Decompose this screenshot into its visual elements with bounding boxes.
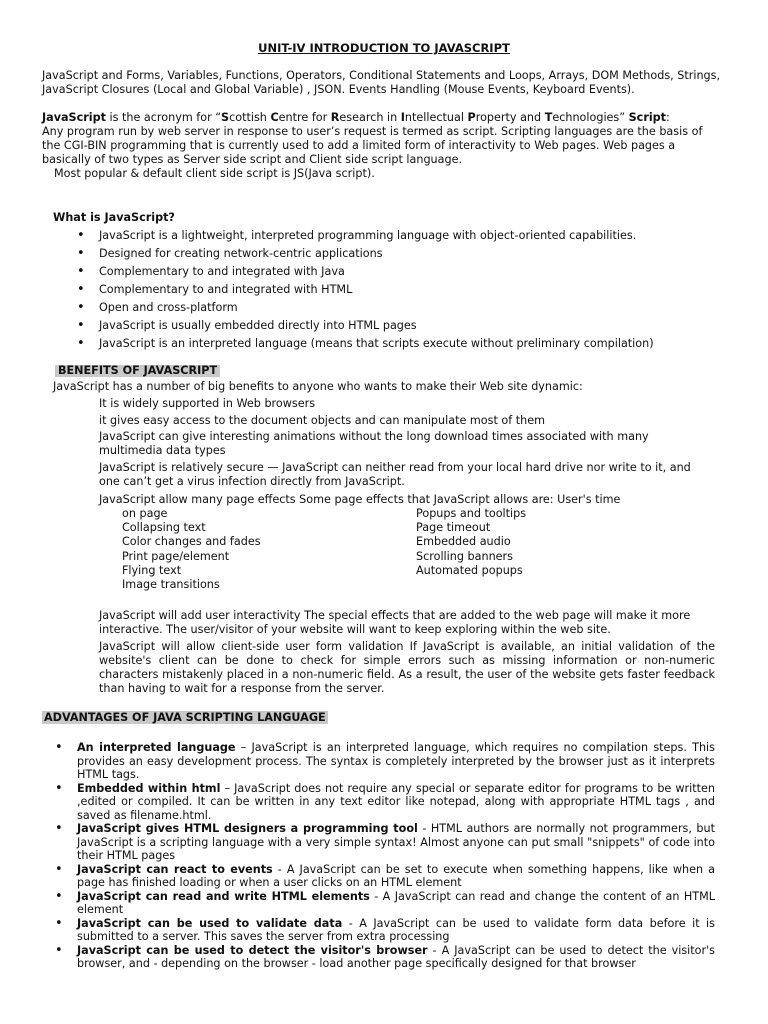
list-item [53, 822, 715, 863]
effect-item: Color changes and fades [122, 535, 261, 549]
acronym-letter: T [544, 111, 553, 124]
unit-topics: JavaScript and Forms, Variables, Functions, Operators, Conditional Statements and Loops, Arrays, DOM Methods, Strings, JavaScript Closures (Local and Global Variable) , JSON. Events Handling (Mouse Events, Keyboard Events). [42, 69, 721, 96]
acronym-close: ” [619, 111, 629, 124]
benefit-item: it gives easy access to the document objects and can manipulate most of them [99, 414, 546, 427]
benefit-item: JavaScript will allow client-side user form validation If JavaScript is available, an initial validation of the website's client can be done to check for simple errors such as missing information or non-numeric characters mistakenly placed in a non-numeric field. As a result, the user of the website gets faster feedback than having to wait for a response from the server. [99, 640, 715, 695]
what-is-list [75, 229, 715, 355]
effect-item: Automated popups [416, 563, 523, 577]
acronym-letter: I [400, 111, 405, 124]
effect-item: Embedded audio [416, 535, 511, 549]
effect-item: Flying text [122, 563, 182, 577]
page-title: UNIT-IV INTRODUCTION TO JAVASCRIPT [258, 41, 510, 55]
advantage-text: - A JavaScript can be used to detect the visitor's browser, and - depending on the browser - load another page specifically designed for that browser [77, 943, 715, 970]
advantages-heading: ADVANTAGES OF JAVA SCRIPTING LANGUAGE [44, 711, 326, 724]
list-item [53, 741, 715, 782]
acronym-letter: S [221, 111, 230, 124]
list-item: • JavaScript is usually embedded directly into HTML pages [75, 319, 715, 337]
benefits-heading: BENEFITS OF JAVASCRIPT [55, 365, 220, 377]
acronym-word: entre for [278, 111, 331, 124]
acronym-word: roperty and [475, 111, 545, 124]
acronym-letter: C [270, 111, 279, 124]
benefit-item: It is widely supported in Web browsers [99, 397, 316, 410]
advantage-text: - A JavaScript can be set to execute when something happens, like when a page has finished loading or when a user clicks on an HTML element [77, 862, 715, 889]
effect-item: Scrolling banners [416, 549, 513, 563]
benefit-item: JavaScript allow many page effects Some page effects that JavaScript allows are: User's time [99, 493, 621, 506]
advantage-text: – JavaScript does not require any special or separate editor for programs to be written ,edited or compiled. It can be written in any text editor like notepad, along with appropriate HTML tags , and saved as filename.html. [77, 781, 715, 822]
list-item: • Complementary to and integrated with Java [75, 265, 715, 283]
acronym-term: JavaScript [42, 111, 106, 124]
advantage-term: An interpreted language [77, 741, 236, 754]
effect-item: Image transitions [122, 578, 220, 592]
advantage-term: JavaScript can be used to detect the visitor's browser [77, 943, 428, 957]
effect-item: Print page/element [122, 549, 230, 563]
list-item: • Designed for creating network-centric applications [75, 247, 715, 265]
acronym-body: Any program run by web server in response to user’s request is termed as script. Scripting languages are the basis of the CGI-BIN programming that is currently used to add a limited form of interactivity to Web pages. Web pages a basically of two types as Server side script and Client side script language. [42, 125, 703, 166]
page-effects-right-column [416, 507, 526, 578]
list-item: • JavaScript is a lightweight, interpreted programming language with object-oriented capabilities. [75, 229, 715, 247]
acronym-word: esearch in [339, 111, 401, 124]
benefit-item: JavaScript is relatively secure — JavaScript can neither read from your local hard drive nor write to it, and one can’t get a virus infection directly from JavaScript. [99, 461, 691, 488]
acronym-word: echnologies [552, 111, 620, 124]
advantage-text: - A JavaScript can read and change the content of an HTML element [77, 889, 715, 916]
acronym-lead: is the acronym for “ [105, 111, 222, 124]
benefit-item: JavaScript will add user interactivity The special effects that are added to the web page will make it more interactive. The user/visitor of your website will want to keep exploring within the web site. [99, 609, 691, 636]
effect-item: Page timeout [416, 521, 491, 535]
what-is-heading: What is JavaScript? [53, 211, 175, 224]
advantage-term: JavaScript can react to events [77, 862, 273, 876]
popular-script-note: Most popular & default client side script is JS(Java script). [54, 167, 375, 180]
acronym-letter: P [467, 111, 476, 124]
list-item [53, 944, 715, 971]
list-item [53, 863, 715, 890]
advantage-text: – JavaScript is an interpreted language, which requires no compilation steps. This provides an easy development process. The syntax is completely interpreted by the browser just as it interprets HTML tags. [77, 741, 715, 781]
page-effects-left-column [122, 507, 261, 592]
acronym-letter: R [330, 111, 340, 124]
list-item [53, 917, 715, 944]
list-item: • JavaScript is an interpreted language (means that scripts execute without preliminary compilation) [75, 337, 715, 355]
advantage-text: - HTML authors are normally not programmers, but JavaScript is a scripting language with a very simple syntax! Almost anyone can put small "snippets" of code into their HTML pages [77, 822, 715, 862]
advantage-text: - A JavaScript can be used to validate form data before it is submitted to a server. This saves the server from extra processing [77, 916, 715, 943]
list-item [53, 782, 715, 823]
acronym-colon: : [666, 111, 670, 124]
list-item: • Complementary to and integrated with HTML [75, 283, 715, 301]
advantage-term: JavaScript can read and write HTML elements [77, 889, 370, 903]
advantage-term: JavaScript can be used to validate data [77, 916, 343, 930]
benefits-intro: JavaScript has a number of big benefits to anyone who wants to make their Web site dynamic: [53, 380, 583, 393]
benefit-item: JavaScript can give interesting animations without the long download times associated with many multimedia data types [99, 430, 649, 457]
list-item: • Open and cross-platform [75, 301, 715, 319]
advantage-term: JavaScript gives HTML designers a programming tool [77, 822, 418, 835]
acronym-word: cottish [229, 111, 271, 124]
advantages-list [53, 741, 715, 971]
script-word: Script [628, 111, 667, 124]
acronym-paragraph [42, 111, 722, 181]
effect-item: on page [122, 507, 168, 520]
effect-item: Collapsing text [122, 521, 206, 535]
effect-item: Popups and tooltips [416, 507, 527, 520]
acronym-word: ntellectual [404, 111, 468, 124]
list-item [53, 890, 715, 917]
advantage-term: Embedded within html [77, 781, 221, 795]
